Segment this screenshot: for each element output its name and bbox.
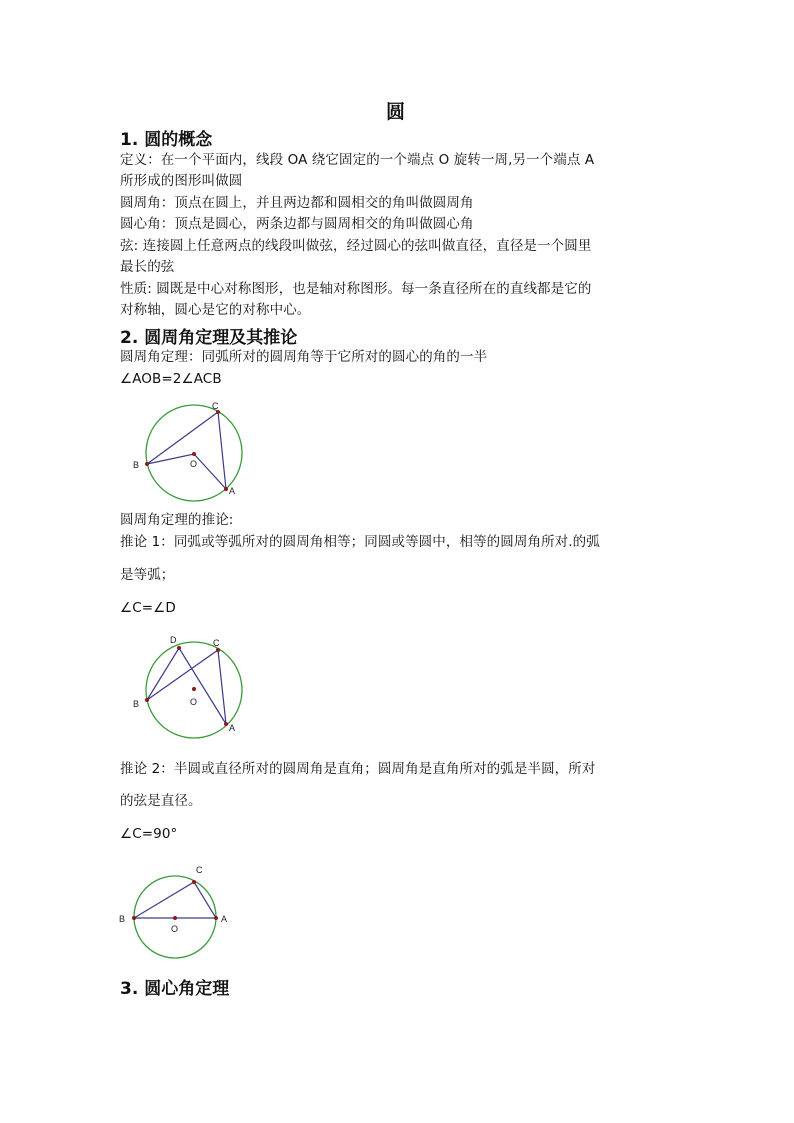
corollary-1-line: 是等弧； <box>120 567 175 583</box>
theorem-text: 圆周角定理：同弧所对的圆周角等于它所对的圆心的角的一半 <box>120 349 488 365</box>
paragraph-line: 弦: 连接圆上任意两点的线段叫做弦，经过圆心的弦叫做直径，直径是一个圆里 <box>120 238 592 254</box>
label-a: A <box>221 914 228 924</box>
label-a: A <box>229 486 236 496</box>
page-title: 圆 <box>386 101 406 123</box>
paragraph-line: 对称轴，圆心是它的对称中心。 <box>120 302 311 318</box>
label-d: D <box>170 635 177 645</box>
point-c <box>192 880 196 884</box>
label-c: C <box>196 865 203 875</box>
label-b: B <box>133 460 140 470</box>
corollary-1-line: 推论 1：同弧或等弧所对的圆周角相等；同圆或等圆中，相等的圆周角所对.的弧 <box>120 534 600 550</box>
paragraph-line: 性质: 圆既是中心对称图形，也是轴对称图形。每一条直径所在的直线都是它的 <box>120 281 592 297</box>
section-heading-2: 2. 圆周角定理及其推论 <box>120 328 298 348</box>
formula-text: ∠AOB=2∠ACB <box>120 371 222 387</box>
label-a: A <box>229 723 236 733</box>
label-o: O <box>190 459 198 469</box>
paragraph-line: 定义：在一个平面内，线段 OA 绕它固定的一个端点 O 旋转一周,另一个端点 A <box>120 152 595 168</box>
label-o: O <box>190 697 198 707</box>
label-c: C <box>213 638 220 648</box>
point-o <box>173 916 177 920</box>
section-heading-3: 3. 圆心角定理 <box>120 979 230 999</box>
label-o: O <box>171 924 179 934</box>
formula-text: ∠C=∠D <box>120 600 176 616</box>
paragraph-line: 圆心角：顶点是圆心，两条边都与圆周相交的角叫做圆心角 <box>120 216 474 232</box>
corollary-2-line: 的弦是直径。 <box>120 793 202 809</box>
paragraph-line: 最长的弦 <box>120 259 175 275</box>
label-c: C <box>212 401 219 411</box>
section-heading-1: 1. 圆的概念 <box>120 130 213 150</box>
corollary-2-line: 推论 2：半圆或直径所对的圆周角是直角；圆周角是直角所对的弧是半圆，所对 <box>120 761 596 777</box>
corollary-title: 圆周角定理的推论: <box>120 512 234 528</box>
label-b: B <box>133 699 140 709</box>
paragraph-line: 圆周角：顶点在圆上，并且两边都和圆相交的角叫做圆周角 <box>120 195 474 211</box>
point-a <box>214 916 218 920</box>
point-b <box>132 916 136 920</box>
label-b: B <box>119 914 126 924</box>
paragraph-line: 所形成的图形叫做圆 <box>120 173 243 189</box>
formula-text: ∠C=90° <box>120 826 178 842</box>
